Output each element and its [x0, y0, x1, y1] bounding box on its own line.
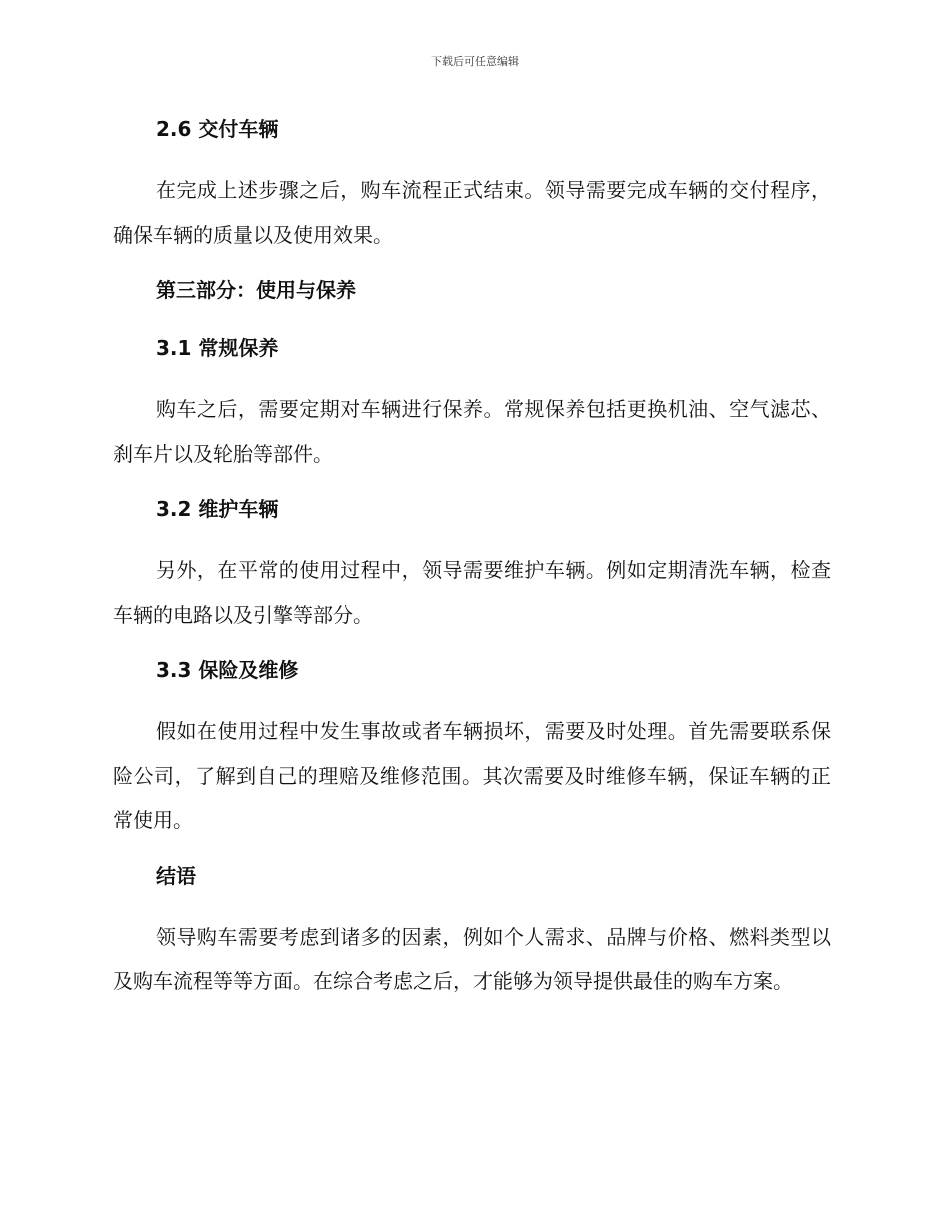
section-heading-3-2: 3.2 维护车辆 [156, 497, 279, 521]
section-paragraph-2-6: 在完成上述步骤之后，购车流程正式结束。领导需要完成车辆的交付程序，确保车辆的质量以及使用效果。 [113, 178, 831, 247]
page-header: 下载后可任意编辑 [431, 55, 519, 68]
section-paragraph-3-1: 购车之后，需要定期对车辆进行保养。常规保养包括更换机油、空气滤芯、刹车片以及轮胎等部件。 [113, 397, 831, 466]
document-body [113, 110, 831, 1018]
conclusion-heading: 结语 [156, 863, 196, 888]
part-three-heading: 第三部分：使用与保养 [156, 278, 356, 302]
section-heading-3-1: 3.1 常规保养 [156, 336, 279, 360]
conclusion-paragraph: 领导购车需要考虑到诸多的因素，例如个人需求、品牌与价格、燃料类型以及购车流程等等方面。在综合考虑之后，才能够为领导提供最佳的购车方案。 [113, 924, 831, 993]
section-heading-3-3: 3.3 保险及维修 [156, 658, 299, 682]
section-paragraph-3-3: 假如在使用过程中发生事故或者车辆损坏，需要及时处理。首先需要联系保险公司，了解到自己的理赔及维修范围。其次需要及时维修车辆，保证车辆的正常使用。 [113, 719, 831, 832]
section-paragraph-3-2: 另外，在平常的使用过程中，领导需要维护车辆。例如定期清洗车辆，检查车辆的电路以及引擎等部分。 [113, 558, 831, 627]
section-heading-2-6: 2.6 交付车辆 [156, 117, 279, 141]
